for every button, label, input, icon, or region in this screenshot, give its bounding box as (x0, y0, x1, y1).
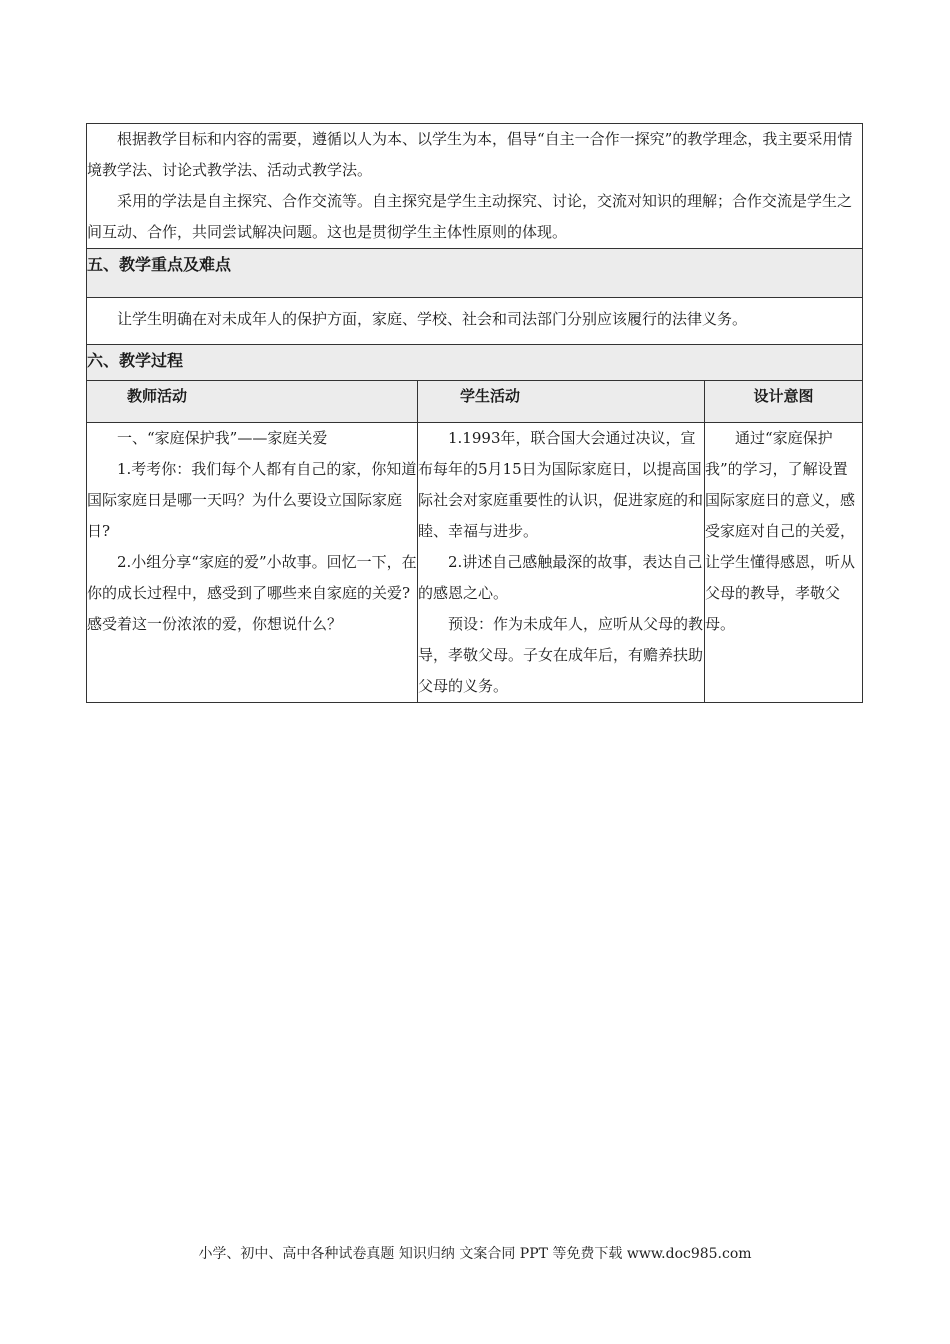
student-activity-cell (418, 423, 705, 703)
teacher-activity-item: 2.小组分享“家庭的爱”小故事。回忆一下，在你的成长过程中，感受到了哪些来自家庭的关爱?感受着这一份浓浓的爱，你想说什么？ (87, 553, 417, 633)
methods-paragraph-1: 根据教学目标和内容的需要，遵循以人为本、以学生为本，倡导“自主一合作一探究”的教学理念，我主要采用情境教学法、讨论式教学法、活动式教学法。 (87, 130, 853, 179)
design-intent-text: 通过“家庭保护我”的学习，了解设置国际家庭日的意义，感受家庭对自己的关爱，让学生懂得感恩，听从父母的教导，孝敬父母。 (705, 429, 856, 633)
header-teacher-activity: 教师活动 (87, 381, 418, 423)
teacher-activity-item: 1.考考你：我们每个人都有自己的家，你知道国际家庭日是哪一天吗？为什么要设立国际家庭日? (87, 460, 417, 540)
lesson-plan-table (86, 123, 863, 703)
student-activity-item: 2.讲述自己感触最深的故事，表达自己的感恩之心。 (418, 553, 703, 602)
teacher-activity-item: 一、“家庭保护我”——家庭关爱 (117, 429, 328, 447)
student-activity-item: 预设：作为未成年人，应听从父母的教导，孝敬父母。子女在成年后，有赡养扶助父母的义务。 (418, 615, 704, 695)
student-activity-item: 1.1993年，联合国大会通过决议，宣布每年的5月15日为国际家庭日，以提高国际社会对家庭重要性的认识，促进家庭的和睦、幸福与进步。 (418, 429, 704, 540)
teaching-methods-cell (87, 124, 863, 249)
page-footer: 小学、初中、高中各种试卷真题 知识归纳 文案合同 PPT 等免费下载 www.doc985.com (198, 1246, 752, 1262)
section-5-title: 五、教学重点及难点 (87, 249, 863, 298)
teacher-activity-cell (87, 423, 418, 703)
header-student-activity: 学生活动 (418, 381, 705, 423)
section-6-title: 六、教学过程 (87, 345, 863, 381)
methods-paragraph-2: 采用的学法是自主探究、合作交流等。自主探究是学生主动探究、讨论，交流对知识的理解；合作交流是学生之间互动、合作，共同尝试解决问题。这也是贯彻学生主体性原则的体现。 (87, 192, 853, 241)
key-points-text: 让学生明确在对未成年人的保护方面，家庭、学校、社会和司法部门分别应该履行的法律义务。 (117, 310, 748, 328)
key-points-cell (87, 298, 863, 345)
design-intent-cell (705, 423, 863, 703)
header-design-intent: 设计意图 (705, 381, 863, 423)
